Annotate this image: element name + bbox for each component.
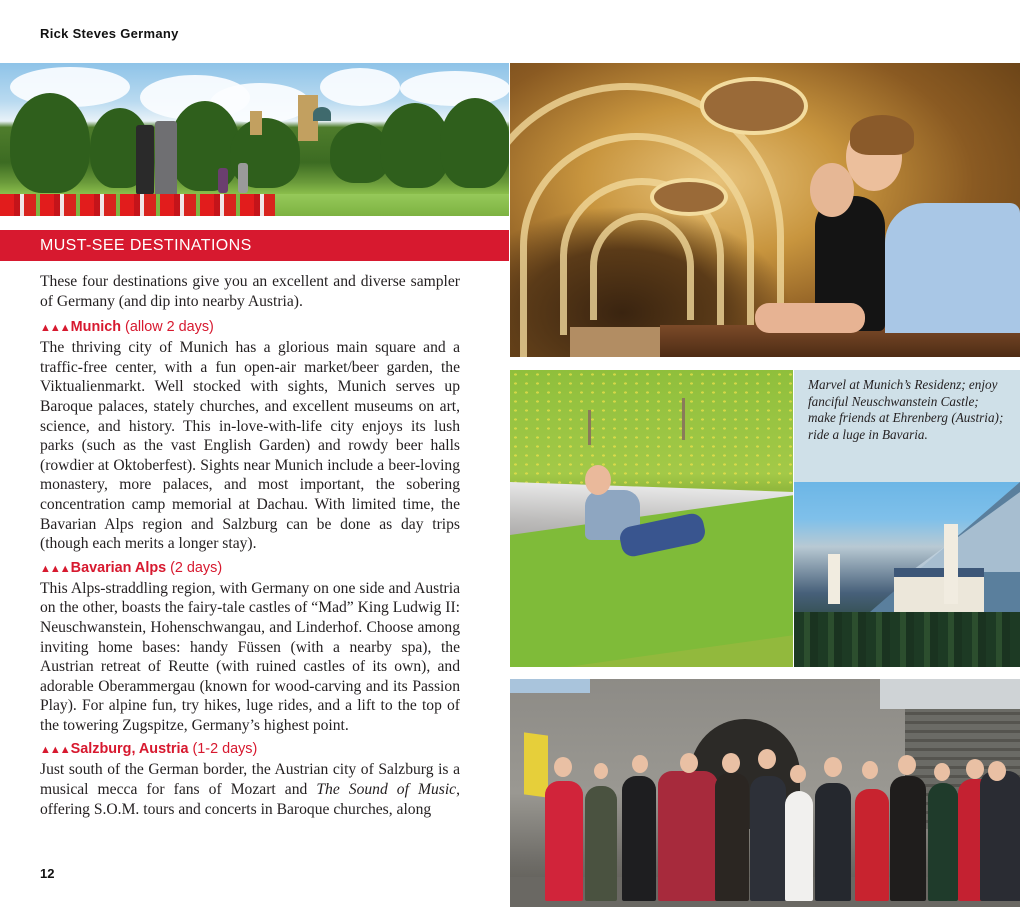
destination-text-salzburg: Just south of the German border, the Austrian city of Salzburg is a musical mecca for fans of Mozart and The Sound of Music, offering S.O.M. tours and concerts in Baroque churches, along <box>40 761 460 818</box>
ehrenberg-group-photo <box>510 679 1020 907</box>
triangle-rating-icon: ▲▲▲ <box>40 562 70 575</box>
destination-text-munich: The thriving city of Munich has a glorious main square and a traffic-free center, with a fun open-air market/beer garden, the Viktualienmarkt. Well stocked with sights, Munich serves up Baroque palaces, stately churches, and excellent museums on art, science, and history. This in-love-with-life city enjoys its lush parks (such as the vast English Garden) and rowdy beer halls (rowdier at Oktoberfest). Sights near Munich include a beer-loving monastery, more palaces, and most important, the sobering concentration camp memorial at Dachau. With limited time, the Bavarian Alps region and Salzburg can be done as day trips (though each merits a longer stay). <box>40 339 460 553</box>
photo-caption-box <box>794 370 1020 482</box>
destination-text-bavarian-alps: This Alps-straddling region, with Germany on one side and Austria on the other, boasts the fairy-tale castles of “Mad” King Ludwig II: Neuschwanstein, Hohenschwangau, and Linderhof. Choose among inviting home bases: handy Füssen (with a nearby spa), the Austrian retreat of Reutte (with ruined castles of its own), and adorable Oberammergau (known for wood-carving and its Passion Play). For alpine fun, try hikes, luge rides, and a lift to the top of the towering Zugspitze, Germany’s highest point. <box>40 579 460 734</box>
neuschwanstein-photo <box>794 482 1020 667</box>
yellow-flag <box>524 732 548 797</box>
luge-photo <box>510 370 793 667</box>
section-banner <box>0 230 509 261</box>
triangle-rating-icon: ▲▲▲ <box>40 322 70 335</box>
photo-caption: Marvel at Munich’s Residenz; enjoy fanciful Neuschwanstein Castle; make friends at Ehrenberg (Austria); ride a luge in Bavaria. <box>808 377 1004 442</box>
triangle-rating-icon: ▲▲▲ <box>40 744 70 757</box>
munich-garden-photo <box>0 63 509 216</box>
film-title: The Sound of Music <box>316 781 457 799</box>
destination-heading-bavarian-alps: ▲▲▲Bavarian Alps (2 days) <box>40 559 223 576</box>
residenz-antiquarium-photo <box>510 63 1020 357</box>
section-title: MUST-SEE DESTINATIONS <box>40 237 252 254</box>
page-number: 12 <box>40 866 55 881</box>
destination-heading-munich: ▲▲▲Munich (allow 2 days) <box>40 319 214 336</box>
intro-paragraph: These four destinations give you an excellent and diverse sampler of Germany (and dip into nearby Austria). <box>40 273 460 310</box>
body-text-column <box>40 272 460 819</box>
destination-heading-salzburg: ▲▲▲Salzburg, Austria (1-2 days) <box>40 741 258 758</box>
running-head: Rick Steves Germany <box>40 26 179 41</box>
